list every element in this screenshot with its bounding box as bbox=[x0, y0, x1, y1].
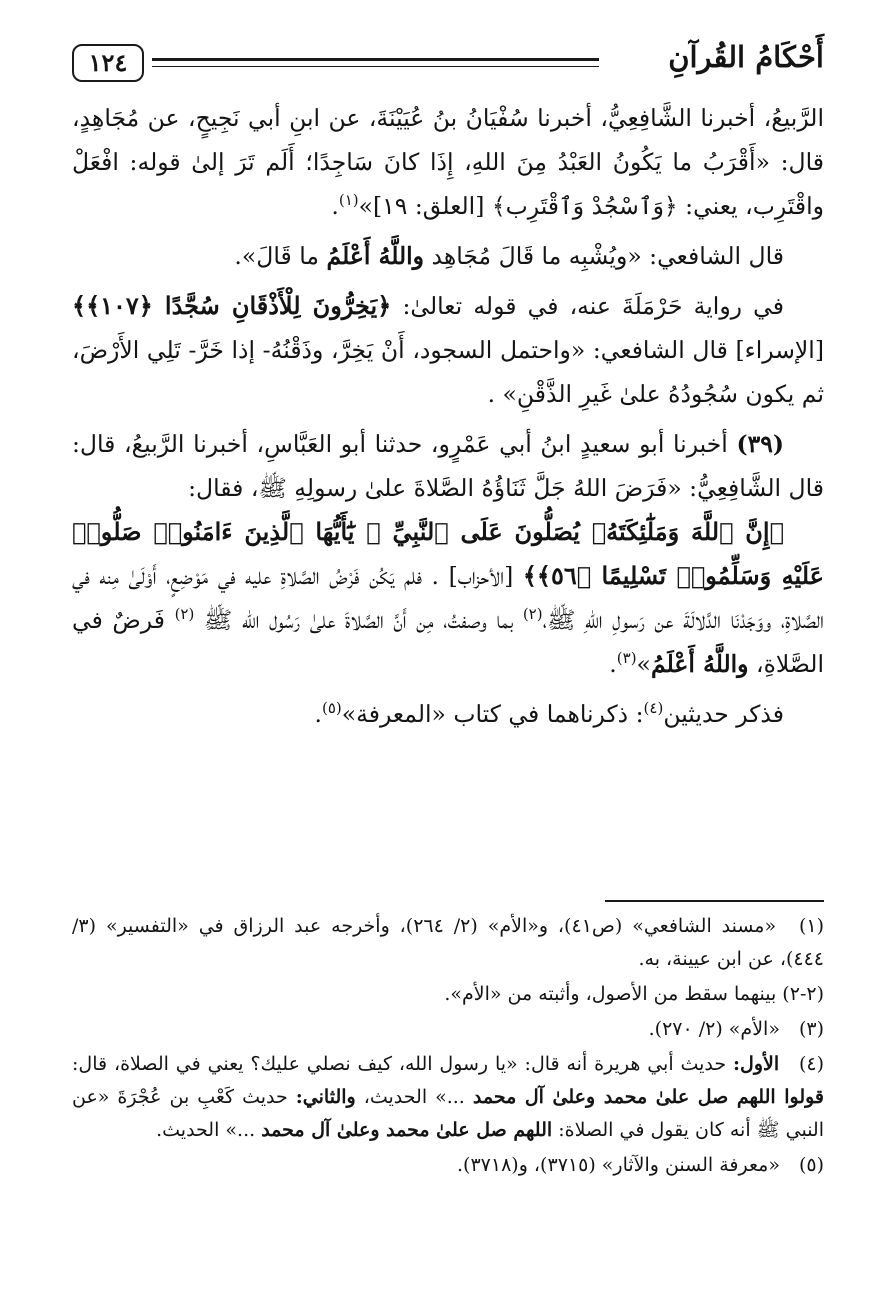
paragraph-2-end: ما قَالَ». bbox=[234, 242, 319, 270]
paragraph-5-mid2: فَرضٌ في الصَّلاةِ، bbox=[72, 606, 824, 678]
footnote-ref-5[interactable]: (٥) bbox=[321, 699, 342, 718]
paragraph-5 bbox=[72, 510, 824, 686]
paragraph-6-text: فذكر حديثين bbox=[663, 700, 784, 728]
paragraph-1 bbox=[72, 96, 824, 228]
paragraph-5-bold: واللَّهُ أَعْلَمُ bbox=[650, 650, 749, 678]
paragraph-5-end: » bbox=[636, 650, 651, 678]
quran-verse-ahzab: ﴿إِنَّ ٱللَّهَ وَمَلَٰٓئِكَتَهُۥ يُصَلُّونَ عَلَى ٱلنَّبِيِّ ۚ يَٰٓأَيُّهَا ٱلَّذِينَ ءَامَنُوا۟ صَلُّوا۟ عَلَيْهِ وَسَلِّمُوا۟ تَسْلِيمًا ﴿٥٦﴾﴾ bbox=[72, 517, 825, 590]
paragraph-1-text: الرَّبيعُ، أخبرنا الشَّافِعِيُّ، أخبرنا سُفْيَانُ بنُ عُيَيْنَةَ، عن ابنِ أبي نَجِيحٍ، عن مُجَاهِدٍ، قال: «أَقْرَبُ ما يَكُونُ العَبْدُ مِنَ اللهِ، إِذَا كانَ سَاجِدًا؛ أَلَم تَرَ إلىٰ قوله: افْعَلْ واقْتَرِب، يعني: ﴿وَٱسْجُدْ وَٱقْتَرِب﴾ [العلق: ١٩]» bbox=[72, 104, 824, 220]
footnote-1-text: «مسند الشافعي» (ص٤١)، و«الأم» (٢/ ٢٦٤)، وأخرجه عبد الرزاق في «التفسير» (٣/ ٤٤٤)، عن ابن عيينة، به. bbox=[72, 915, 824, 970]
footnote-3-text: «الأم» (٢/ ٢٧٠). bbox=[648, 1018, 780, 1040]
paragraph-4-text: أخبرنا أبو سعيدٍ ابنُ أبي عَمْرٍو، حدثنا أبو العَبَّاسِ، أخبرنا الرَّبيعُ، قال: قال الشَّافِعِيُّ: «فَرَضَ اللهُ جَلَّ ثَنَاؤُهُ الصَّلاةَ علىٰ رسولِهِ ﷺ، فقال: bbox=[72, 430, 824, 502]
paragraph-5-rest: [الأحزاب] . فلم يَكُن فَرْضُ الصَّلاةِ عليه في مَوْضِعٍ، أَوْلَىٰ مِنه في الصَّلاةِ، ووَجَدْنَا الدَّلالَةَ عن رَسولِ اللهِ ﷺ، bbox=[72, 562, 824, 634]
footnote-4-bold-1: قولوا اللهم صل علىٰ محمد وعلىٰ آل محمد bbox=[472, 1086, 825, 1108]
footnote-4-text-d: ...» الحديث. bbox=[156, 1119, 256, 1141]
footnote-3-number: (٣) bbox=[798, 1018, 824, 1040]
footnote-5 bbox=[72, 1149, 824, 1182]
paragraph-2-text: قال الشافعي: «ويُشْبِه ما قَالَ مُجَاهِد bbox=[431, 242, 784, 270]
footnote-5-text: «معرفة السنن والآثار» (٣٧١٥)، و(٣٧١٨). bbox=[457, 1154, 780, 1176]
footnote-2 bbox=[72, 978, 824, 1011]
footnote-4-bold-2: اللهم صل علىٰ محمد وعلىٰ آل محمد bbox=[261, 1119, 553, 1141]
footnote-5-number: (٥) bbox=[798, 1154, 824, 1176]
footnote-1 bbox=[72, 910, 824, 976]
hadith-number: (٣٩) bbox=[736, 430, 784, 458]
paragraph-1-end: . bbox=[331, 192, 339, 220]
footnote-4 bbox=[72, 1048, 824, 1147]
paragraph-5-mid: بما وصفتُ، مِن أَنَّ الصَّلاةَ علىٰ رَسُول الله ﷺ bbox=[203, 606, 514, 634]
paragraph-6-end: . bbox=[314, 700, 322, 728]
paragraph-4 bbox=[72, 422, 824, 510]
quran-verse-isra: ﴿يَخِرُّونَ لِلْأَذْقَانِ سُجَّدًا ﴿١٠٧﴾﴾ bbox=[72, 291, 392, 320]
footnote-4-number: (٤) bbox=[798, 1053, 824, 1075]
footnote-4-text-c: حديث كَعْبِ بن عُجْرَةَ «عن النبي ﷺ أنه كان يقول في الصلاة: bbox=[72, 1086, 824, 1141]
header-rule bbox=[152, 58, 599, 67]
paragraph-5-dot: . bbox=[609, 650, 617, 678]
footnote-4-text-a: حديث أبي هريرة أنه قال: «يا رسول الله، كيف نصلي عليك؟ يعني في الصلاة، قال: bbox=[72, 1053, 727, 1075]
footnote-ref-4[interactable]: (٤) bbox=[643, 699, 664, 718]
footnote-4-text-b: ...» الحديث، bbox=[363, 1086, 465, 1108]
paragraph-2-bold: واللَّهُ أَعْلَمُ bbox=[326, 242, 425, 270]
footnote-ref-3[interactable]: (٣) bbox=[616, 649, 637, 668]
paragraph-6 bbox=[72, 692, 824, 736]
footnote-ref-1[interactable]: (١) bbox=[338, 191, 359, 210]
paragraph-3-rest: [الإسراء] قال الشافعي: «واحتمل السجود، أَنْ يَخِرَّ، وذَقْنُهُ- إذا خَرَّ- تَلِي الأَرْضَ، ثم يكون سُجُودُهُ علىٰ غَيرِ الذَّقْنِ» . bbox=[72, 336, 824, 408]
paragraph-6-mid: : ذكرناهما في كتاب «المعرفة» bbox=[341, 700, 644, 728]
footnote-2-number: (٢-٢) bbox=[782, 983, 824, 1005]
paragraph-2 bbox=[72, 234, 824, 278]
paragraph-3-start: في رواية حَرْمَلَةَ عنه، في قوله تعالىٰ: bbox=[402, 292, 784, 320]
running-title: أَحْكَامُ القُرآنِ bbox=[668, 40, 824, 74]
footnote-2-text: بينهما سقط من الأصول، وأثبته من «الأم». bbox=[444, 983, 777, 1005]
paragraph-3 bbox=[72, 284, 824, 416]
footnote-4-label-second: والثاني: bbox=[295, 1086, 356, 1108]
main-text bbox=[72, 96, 824, 736]
footnotes bbox=[72, 910, 824, 1184]
footnote-1-number: (١) bbox=[798, 915, 825, 937]
footnote-separator bbox=[605, 900, 824, 902]
footnote-4-label-first: الأول: bbox=[733, 1053, 780, 1075]
footnote-3 bbox=[72, 1013, 824, 1046]
page-number: ١٢٤ bbox=[72, 44, 144, 82]
footnote-ref-2b[interactable]: (٢) bbox=[174, 605, 195, 624]
footnote-ref-2a[interactable]: (٢) bbox=[522, 605, 543, 624]
page-header bbox=[72, 36, 824, 94]
